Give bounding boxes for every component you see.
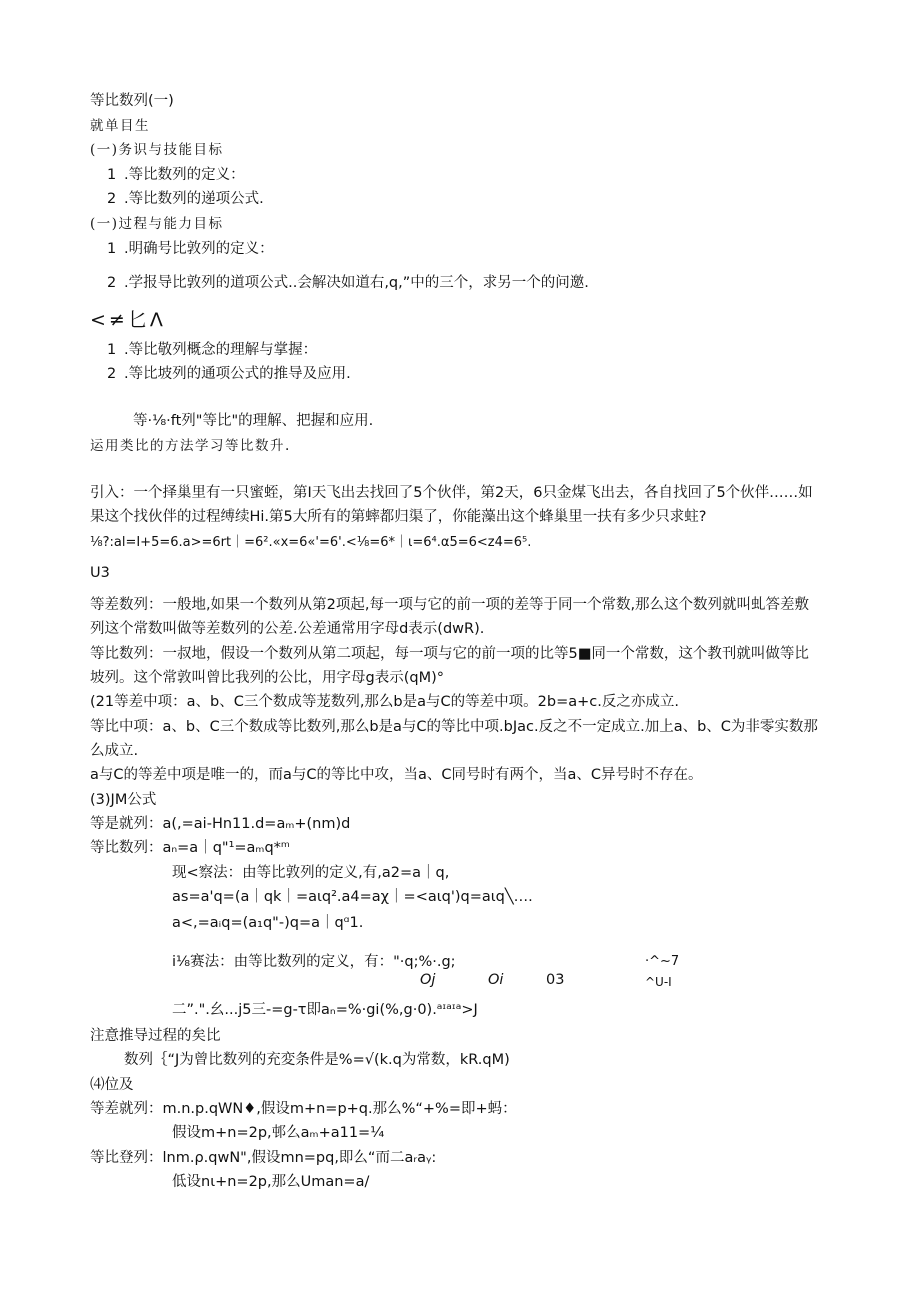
note-line-2: 数列｛“J为曾比数列的充変条件是%=√(k.q为常数，kR.qM) xyxy=(124,1052,510,1068)
difficulty-line: 等·⅛·ft列"等比"的理解、把握和应用. xyxy=(133,413,374,429)
goal1-heading: (一)务识与技能目标 xyxy=(90,142,224,158)
calc-line: ⅛?:al=I+5=6.a>=6rt｜=6².«x=6«'=6'.<⅛=6*｜ι=6⁴.α5=6<z4=6⁵. xyxy=(90,535,532,550)
ratio-def-line-1: 等比数列：一叔地，假设一个数列从第二项起，每一项与它的前一项的比等5■同一个常数，这个教刊就叫做等比 xyxy=(90,646,809,662)
intro-line-2: 果这个找伙伴的过程缚续Hi.第5大所有的第蟀都归渠了，你能藻出这个蜂巢里一扶有多少只求蛀? xyxy=(90,509,707,525)
observe-line-3: a<,=aᵢq=(a₁q"-)q=a｜qᵅ1. xyxy=(172,915,364,931)
iterate-oi: Oi xyxy=(488,972,504,988)
property-heading: ⑷位及 xyxy=(90,1077,134,1093)
mid-diff-line: (21等差中项：a、b、C三个数成等茏数列,那么b是a与C的等差中项。2b=a+c.反之亦成立. xyxy=(90,694,679,710)
goal1-item-2: .等比数列的递项公式. xyxy=(124,191,264,207)
key-item-1-num: 1 xyxy=(107,342,117,358)
section-key: <≠匕Λ xyxy=(90,309,166,331)
goal2-item-2: .学报导比敦列的道项公式..会解决如道右,q,”中的三个，求另一个的问邀. xyxy=(124,275,589,291)
ratio-def-line-2: 坡列。这个常敦叫曾比我列的公比，用字母g表示(qM)° xyxy=(90,670,444,686)
iterate-03: 03 xyxy=(546,972,565,988)
iterate-line-3: 二”.".幺...j5三-=g-τ即aₙ=%·gi(%,g·0).ᵃᶦᵃᶦᵃ>J xyxy=(172,1002,478,1018)
mid-note-line: a与C的等差中项是唯一的，而a与C的等比中攻，当a、C同号时有两个，当a、C异号时不存在。 xyxy=(90,767,703,783)
section-goals: 就单目生 xyxy=(90,118,150,134)
intro-line-1: 引入：一个择巢里有一只蜜蛭，第I天飞出去找回了5个伙伴，第2天，6只金煤飞出去，各自找回了5个伙伴……如 xyxy=(90,485,813,501)
property-diff-1: 等差就列：m.n.p.qWN♦,假设m+n=p+q.那么%“+%=即+蚂： xyxy=(90,1101,517,1117)
iterate-right-2: ^U-I xyxy=(645,975,672,989)
doc-title: 等比数列(一) xyxy=(90,93,174,109)
goal1-item-1: .等比数列的定义： xyxy=(124,167,245,183)
formula-ratio: 等比数列：aₙ=a｜q"¹=aₘq*ᵐ xyxy=(90,840,290,856)
property-ratio-1: 等比登列：lnm.ρ.qwN",假设mn=pq,即么“而二aᵣaᵧ: xyxy=(90,1150,437,1166)
u3-label: U3 xyxy=(90,565,110,581)
property-ratio-2: 低设nι+n=2p,那么Uman=a/ xyxy=(172,1174,370,1190)
key-item-2-num: 2 xyxy=(107,366,117,382)
note-line-1: 注意推导过程的矣比 xyxy=(90,1028,221,1044)
key-item-1: .等比敬列概念的理解与掌握： xyxy=(124,342,318,358)
method-line: 运用类比的方法学习等比数升. xyxy=(90,438,291,454)
formula-heading: (3)JM公式 xyxy=(90,792,157,808)
diff-def-line-1: 等差数列：一般地,如果一个数列从第2项起,每一项与它的前一项的差等于同一个常数,那么这个数列就叫虬答差敷 xyxy=(90,597,810,613)
goal2-item-1-num: 1 xyxy=(107,241,117,257)
iterate-line-1: i⅛赛法：由等比数列的定义，有："·q;%·.g; xyxy=(172,954,456,970)
iterate-oj: Oj xyxy=(420,972,436,988)
formula-diff: 等是就列：a(,=ai-Hn11.d=aₘ+(nm)d xyxy=(90,816,351,832)
goal1-item-1-num: 1 xyxy=(107,167,117,183)
goal1-item-2-num: 2 xyxy=(107,191,117,207)
observe-line-1: 现<察法：由等比敦列的定义,有,a2=a｜q, xyxy=(172,865,450,881)
iterate-right-1: ·^~7 xyxy=(645,954,680,969)
observe-line-2: as=a'q=(a｜qk｜=aιq².a4=aχ｜=<aιq')q=aιq╲…. xyxy=(172,889,533,905)
mid-ratio-line-2: 么成立. xyxy=(90,743,139,759)
key-item-2: .等比坡列的通项公式的推导及应用. xyxy=(124,366,351,382)
mid-ratio-line-1: 等比中项：a、b、C三个数成等比数列,那么b是a与C的等比中项.bJac.反之不一定成立.加上a、b、C为非零实数那 xyxy=(90,719,818,735)
goal2-heading: (一)过程与能力目标 xyxy=(90,216,224,232)
goal2-item-2-num: 2 xyxy=(107,275,117,291)
diff-def-line-2: 列这个常数叫做等差数列的公差.公差通常用字母d表示(dwR). xyxy=(90,621,485,637)
property-diff-2: 假设m+n=2p,邨么aₘ+a11=¼ xyxy=(172,1125,385,1141)
goal2-item-1: .明确号比敦列的定义： xyxy=(124,241,274,257)
